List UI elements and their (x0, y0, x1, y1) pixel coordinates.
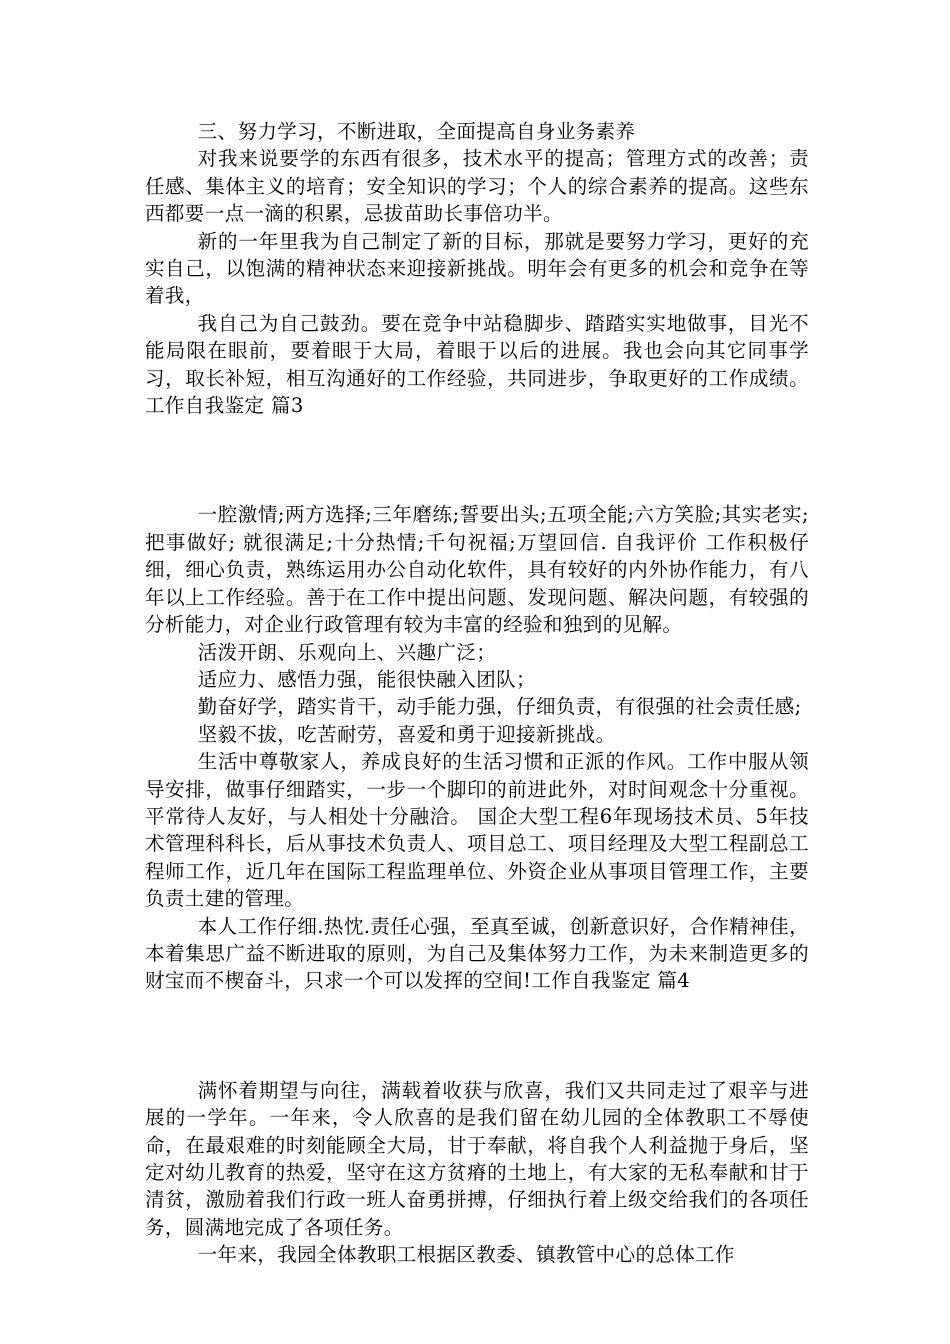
paragraph: 本人工作仔细.热忱.责任心强，至真至诚，创新意识好，合作精神佳，本着集思广益不断进取的原则，为自己及集体努力工作，为未来制造更多的财宝而不楔奋斗，只求一个可以发挥的空间!工作自我鉴定 篇4 (145, 914, 809, 993)
section-spacer (145, 995, 809, 1077)
section-heading: 三、努力学习，不断进取，全面提高自身业务素养 (197, 120, 636, 143)
paragraph: 一腔激情;两方选择;三年磨练;誓要出头;五项全能;六方笑脸;其实老实;把事做好; 就很满足;十分热情;千句祝福;万望回信. 自我评价 工作积极仔细，细心负责，熟练运用办公自动化软件，具有较好的内外协作能力，有八年以上工作经验。善于在工作中提出问题、发现问题、解决问题，有较强的分析能力，对企业行政管理有较为丰富的经验和独到的见解。 (145, 503, 809, 637)
paragraph: 适应力、感悟力强，能很快融入团队； (197, 667, 536, 691)
paragraph: 满怀着期望与向往，满载着收获与欣喜，我们又共同走过了艰辛与进展的一学年。一年来，令人欣喜的是我们留在幼儿园的全体教职工不辱使命，在最艰难的时刻能顾全大局，甘于奉献，将自我个人利益抛于身后，坚定对幼儿教育的热爱，坚守在这方贫瘠的土地上，有大家的无私奉献和甘于清贫，激励着我们行政一班人奋勇拼搏，仔细执行着上级交给我们的各项任务，圆满地完成了各项任务。 (145, 1078, 809, 1239)
paragraph: 勤奋好学，踏实肯干，动手能力强，仔细负责，有很强的社会责任感; (197, 695, 802, 719)
paragraph: 活泼开朗、乐观向上、兴趣广泛； (197, 640, 497, 664)
paragraph: 坚毅不拔，吃苦耐劳，喜爱和勇于迎接新挑战。 (197, 722, 616, 746)
paragraph: 一年来，我园全体教职工根据区教委、镇教管中心的总体工作 (197, 1243, 735, 1267)
paragraph: 对我来说要学的东西有很多，技术水平的提高；管理方式的改善；责任感、集体主义的培育；安全知识的学习；个人的综合素养的提高。这些东西都要一点一滴的积累，忌拔苗助长事倍功半。 (145, 147, 809, 226)
paragraph: 新的一年里我为自己制定了新的目标，那就是要努力学习，更好的充实自己，以饱满的精神状态来迎接新挑战。明年会有更多的机会和竞争在等着我， (145, 229, 809, 308)
document-body (145, 118, 809, 1269)
paragraph: 生活中尊敬家人，养成良好的生活习惯和正派的作风。工作中服从领导安排，做事仔细踏实，一步一个脚印的前进此外，对时间观念十分重视。平常待人友好，与人相处十分融洽。 国企大型工程6年现场技术员、5年技术管理科科长，后从事技术负责人、项目总工、项目经理及大型工程副总工程师工作，近几年在国际工程监理单位、外资企业从事项目管理工作，主要负责土建的管理。 (145, 750, 809, 911)
section-spacer (145, 419, 809, 501)
paragraph: 我自己为自己鼓劲。要在竞争中站稳脚步、踏踏实实地做事，目光不能局限在眼前，要着眼于大局，着眼于以后的进展。我也会向其它同事学习，取长补短，相互沟通好的工作经验，共同进步，争取更好的工作成绩。工作自我鉴定 篇3 (145, 311, 809, 418)
